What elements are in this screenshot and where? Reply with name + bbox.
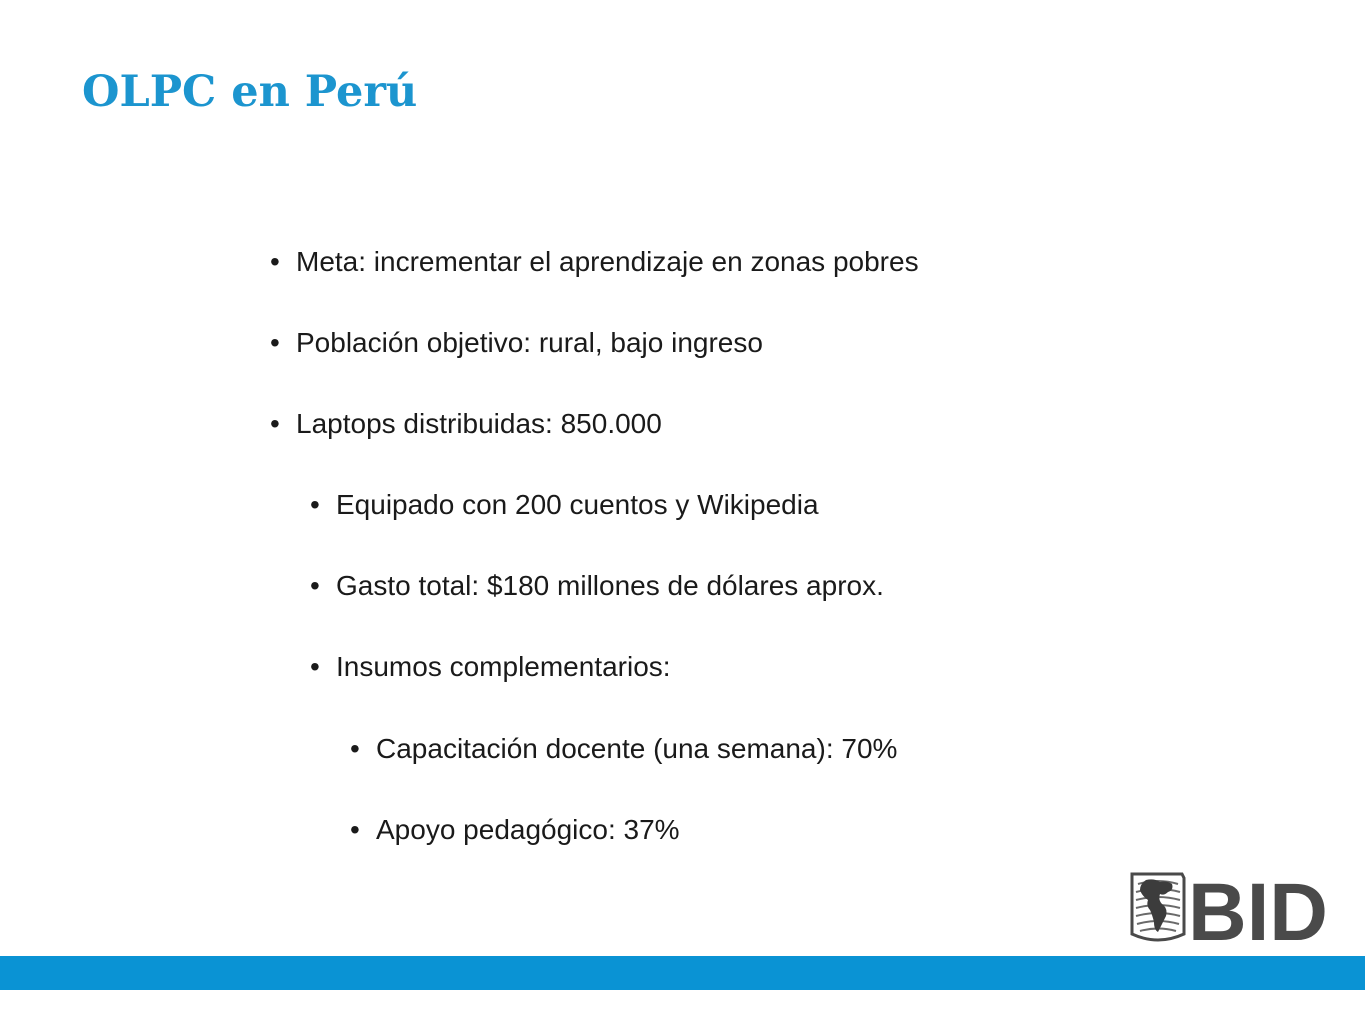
bullet-item [270, 242, 919, 282]
bullet-text: Equipado con 200 cuentos y Wikipedia [336, 489, 819, 520]
bullet-glyph: • [270, 327, 280, 358]
bullet-text: Laptops distribuidas: 850.000 [296, 408, 662, 439]
bullet-glyph: • [350, 814, 360, 845]
bullet-item [270, 404, 662, 444]
footer-bar [0, 956, 1365, 990]
globe-americas-icon [1132, 874, 1184, 940]
bullet-glyph: • [270, 246, 280, 277]
bullet-item [350, 729, 897, 769]
slide-title: OLPC en Perú [82, 67, 418, 117]
bullet-item [310, 485, 819, 525]
bullet-glyph: • [310, 651, 320, 682]
bullet-item [310, 566, 884, 606]
bullet-item [310, 647, 671, 687]
bullet-glyph: • [310, 489, 320, 520]
bullet-glyph: • [270, 408, 280, 439]
bullet-text: Meta: incrementar el aprendizaje en zonas pobres [296, 246, 919, 277]
bid-logo [1124, 870, 1332, 944]
bullet-text: Capacitación docente (una semana): 70% [376, 733, 898, 764]
bullet-text: Apoyo pedagógico: 37% [376, 814, 680, 845]
bullet-glyph: • [310, 570, 320, 601]
bullet-text: Población objetivo: rural, bajo ingreso [296, 327, 763, 358]
bullet-text: Insumos complementarios: [336, 651, 671, 682]
bullet-item [350, 810, 680, 850]
bullet-item [270, 323, 763, 363]
bid-logo-text: BID [1188, 870, 1328, 944]
bullet-glyph: • [350, 733, 360, 764]
bullet-text: Gasto total: $180 millones de dólares aprox. [336, 570, 884, 601]
